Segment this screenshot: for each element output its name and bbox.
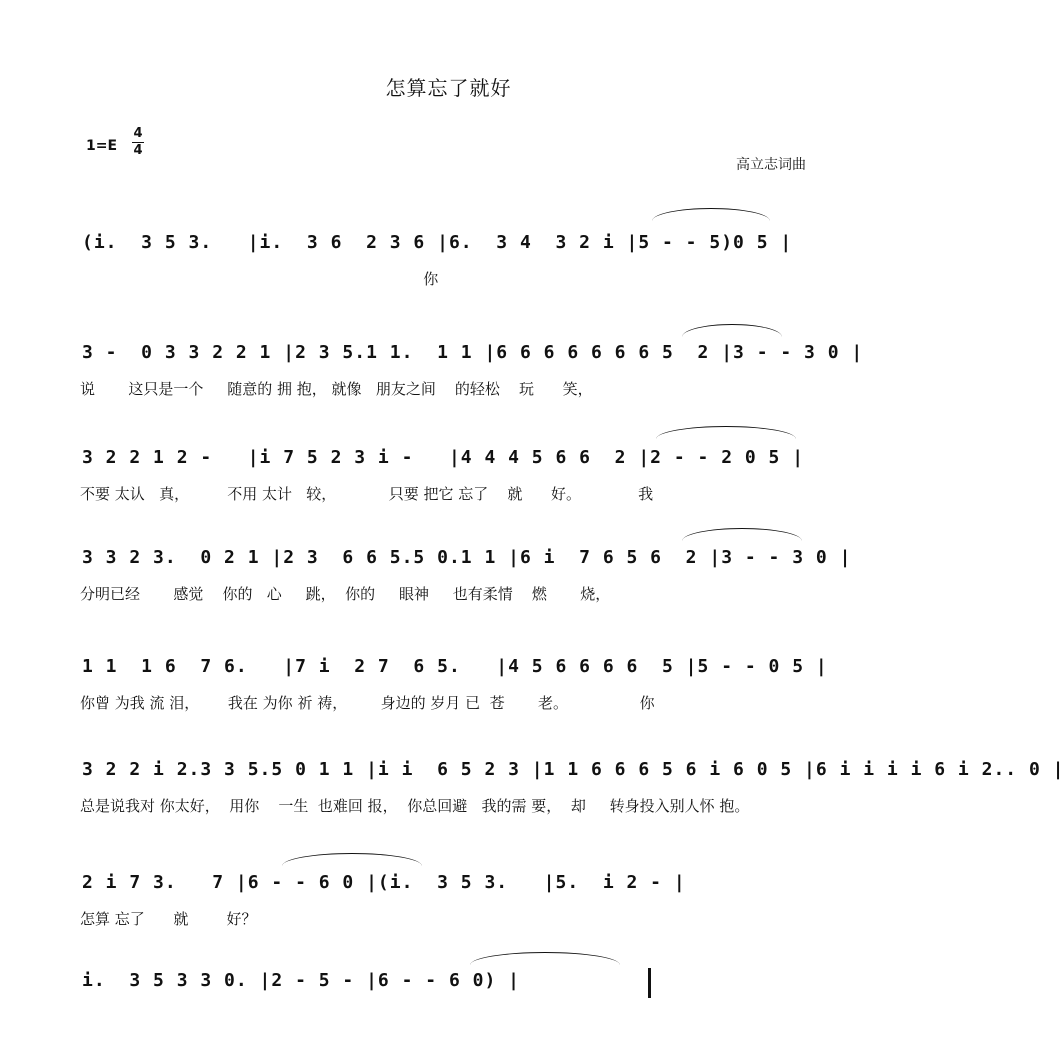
credit: 高立志词曲 — [736, 157, 806, 173]
notes: 3 2 2 i 2.3 3 5.5 0 1 1 |i i 6 5 2 3 |1 1 6 6 6 5 6 i 6 0 5 |6 i i i i 6 i 2.. 0 | — [82, 759, 1064, 780]
lyrics: 你 — [80, 270, 439, 288]
notes: 3 - 0 3 3 2 2 1 |2 3 5.1 1. 1 1 |6 6 6 6 6 6 6 5 2 |3 - - 3 0 | — [82, 342, 864, 363]
key-signature: 1=E — [86, 138, 118, 154]
staff-line-3 — [0, 443, 897, 533]
staff-line-6 — [0, 755, 1064, 845]
lyrics: 总是说我对 你太好， 用你 一生 也难回 报， 你总回避 我的需 要， 却 转身投入别人怀 抱。 — [80, 797, 750, 815]
staff-line-8 — [0, 966, 897, 1056]
final-barline — [648, 968, 651, 998]
staff-line-2 — [0, 338, 897, 428]
time-signature-bottom: 4 — [133, 143, 143, 158]
tie-line-1 — [652, 208, 770, 221]
lyrics: 不要 太认 真， 不用 太计 较， 只要 把它 忘了 就 好。 我 — [80, 485, 654, 503]
notes: 3 2 2 1 2 - |i 7 5 2 3 i - |4 4 4 5 6 6 2 |2 - - 2 0 5 | — [82, 447, 805, 468]
lyrics: 怎算 忘了 就 好？ — [80, 910, 257, 928]
lyrics: 你曾 为我 流 泪， 我在 为你 祈 祷， 身边的 岁月 已 苍 老。 你 — [80, 694, 655, 712]
tie-line-7 — [282, 853, 422, 866]
notes: (i. 3 5 3. |i. 3 6 2 3 6 |6. 3 4 3 2 i |5 - - 5)0 5 | — [82, 232, 793, 253]
notes: 1 1 1 6 7 6. |7 i 2 7 6 5. |4 5 6 6 6 6 5 |5 - - 0 5 | — [82, 656, 828, 677]
time-signature-top: 4 — [133, 126, 143, 141]
time-signature — [132, 126, 144, 159]
notes: i. 3 5 3 3 0. |2 - 5 - |6 - - 6 0) | — [82, 970, 520, 991]
lyrics: 说 这只是一个 随意的 拥 抱， 就像 朋友之间 的轻松 玩 笑， — [80, 380, 593, 398]
tie-line-2 — [682, 324, 782, 337]
staff-line-4 — [0, 543, 897, 633]
staff-line-5 — [0, 652, 897, 742]
staff-line-7 — [0, 868, 897, 958]
notes: 3 3 2 3. 0 2 1 |2 3 6 6 5.5 0.1 1 |6 i 7 6 5 6 2 |3 - - 3 0 | — [82, 547, 852, 568]
notes: 2 i 7 3. 7 |6 - - 6 0 |(i. 3 5 3. |5. i 2 - | — [82, 872, 686, 893]
lyrics — [80, 1006, 840, 1028]
song-title: 怎算忘了就好 — [385, 76, 512, 100]
lyrics: 分明已经 感觉 你的 心 跳， 你的 眼神 也有柔情 燃 烧， — [80, 585, 611, 603]
staff-line-1 — [0, 228, 897, 318]
